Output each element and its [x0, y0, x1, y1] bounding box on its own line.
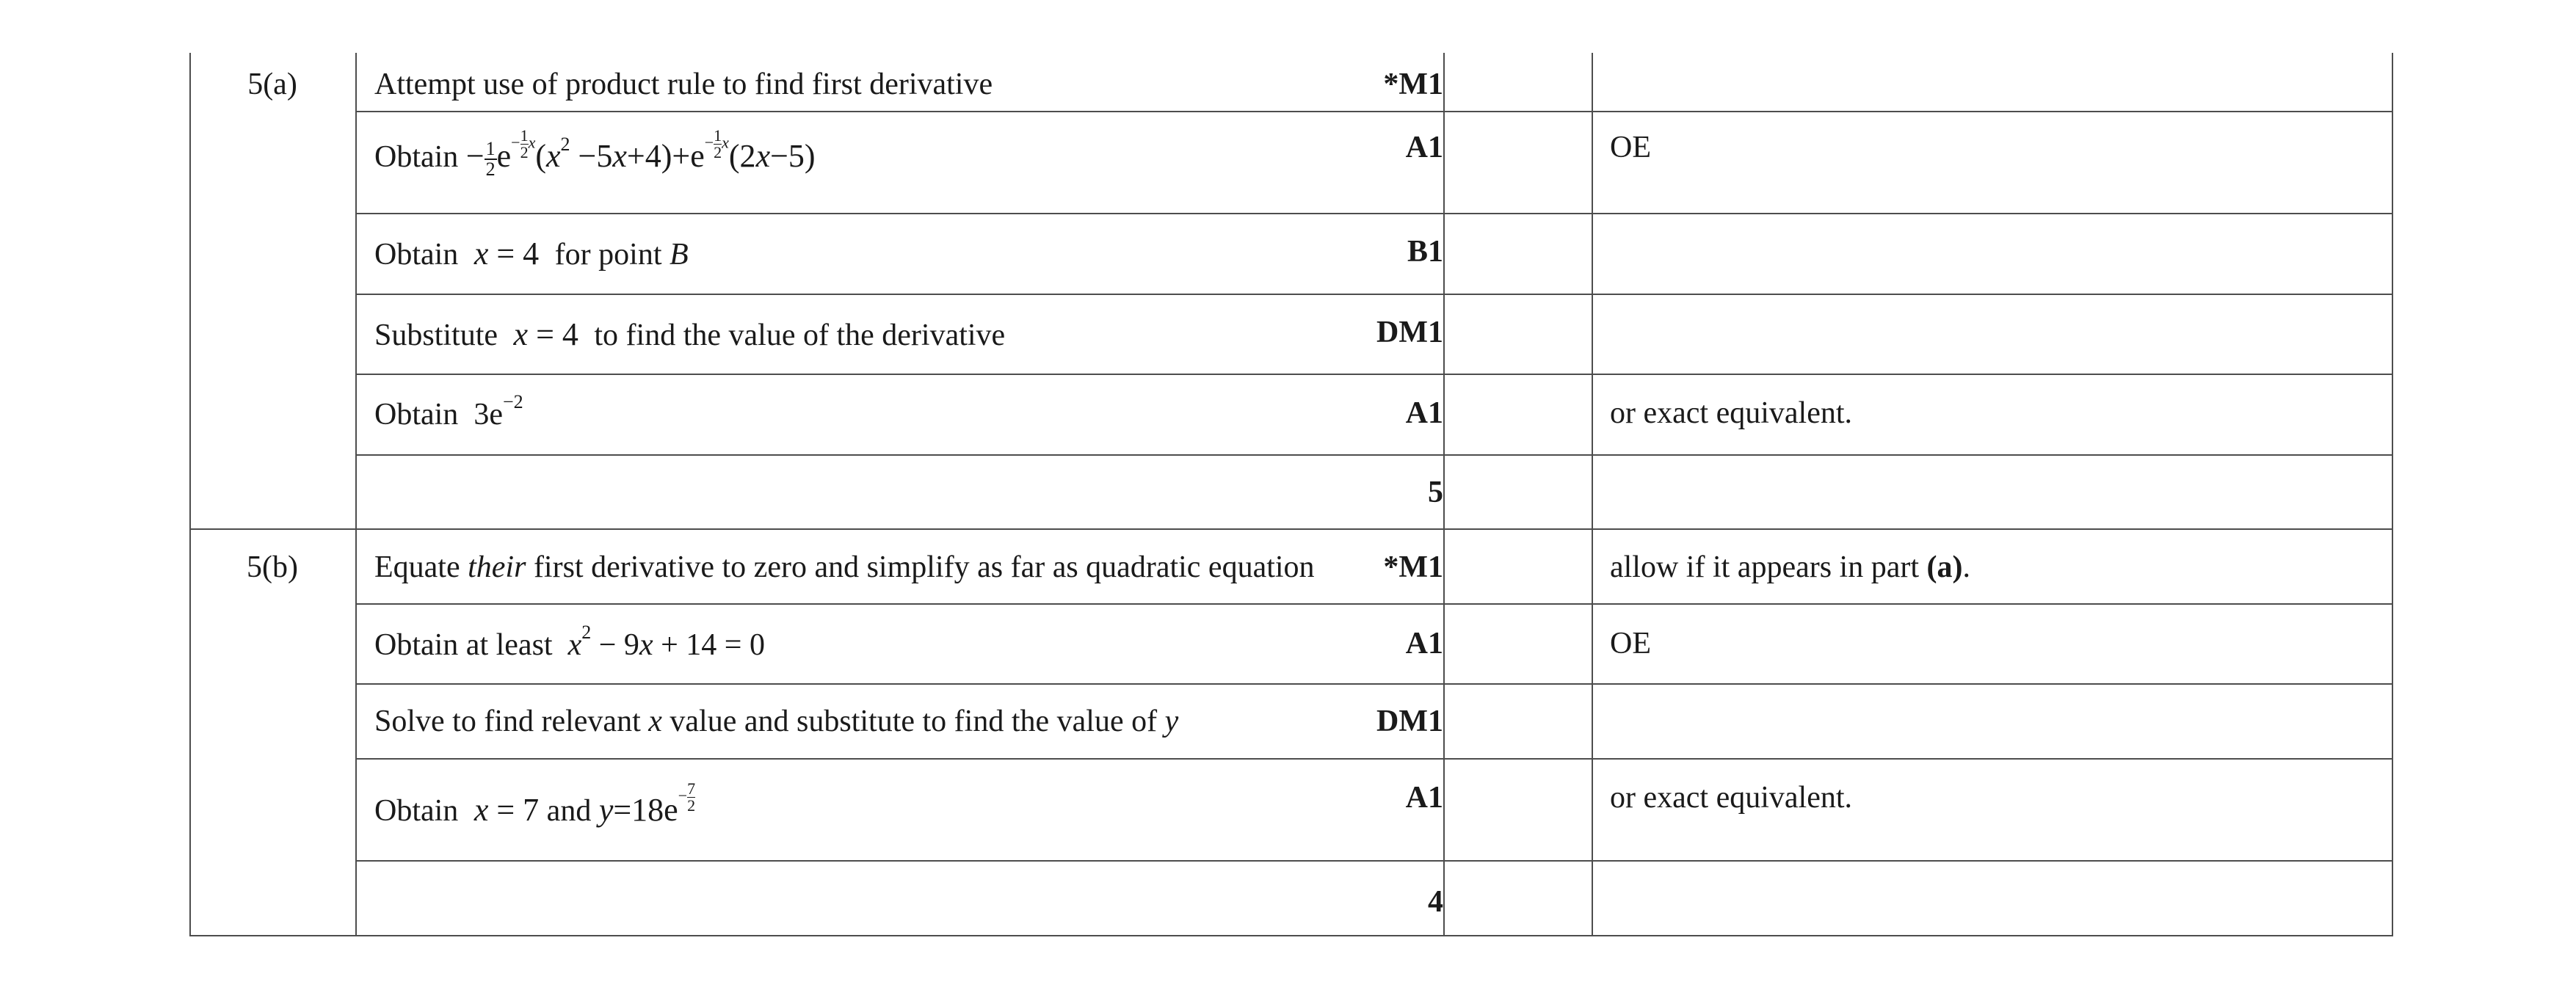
- question-label-5a: 5(a): [247, 68, 297, 101]
- row-divider: [355, 374, 2393, 375]
- answer-row: Substitute x = 4 to find the value of the derivative: [374, 316, 1006, 352]
- mark-code: *M1: [1383, 550, 1443, 584]
- row-divider: [355, 294, 2393, 295]
- guidance-text: or exact equivalent.: [1610, 781, 1853, 815]
- mark-code: *M1: [1383, 68, 1443, 101]
- answer-row: [374, 125, 816, 180]
- derivative-expression: − $\frac{1}{2}$ e− $\frac{1}{2}$ $x(x^2 -5x+4)+e-$ $\frac{1}{2}$ x(2x−5): [465, 125, 816, 180]
- table-bottom-border: [189, 935, 2393, 936]
- answer-prefix: Obtain: [374, 140, 459, 175]
- total-marks: 4: [1428, 885, 1443, 919]
- mark-code: A1: [1405, 627, 1443, 660]
- guidance-text: OE: [1610, 131, 1651, 164]
- mark-scheme-table: [189, 53, 2393, 936]
- guidance-text: allow if it appears in part (a).: [1610, 550, 1971, 584]
- mark-code: DM1: [1376, 705, 1443, 738]
- marks-column-divider: [1592, 53, 1593, 936]
- answer-row: Attempt use of product rule to find first derivative: [374, 68, 993, 101]
- answer-row: Obtain at least $x^2 - 9x + 14 = 0$: [374, 622, 765, 662]
- answer-column-divider: [1443, 53, 1445, 936]
- mark-code: B1: [1407, 235, 1443, 269]
- question-label-5b: 5(b): [247, 550, 298, 584]
- table-left-border: [189, 53, 191, 936]
- row-divider: [355, 683, 2393, 685]
- mark-code: A1: [1405, 396, 1443, 430]
- table-right-border: [2392, 53, 2393, 936]
- question-column-divider: [355, 53, 357, 936]
- row-divider: [355, 111, 2393, 112]
- mark-code: A1: [1405, 781, 1443, 815]
- row-divider: [355, 860, 2393, 862]
- row-divider: [355, 603, 2393, 605]
- answer-row: Obtain x = 7 and y=18e− $\frac{7}{2}$: [374, 779, 696, 828]
- total-marks: 5: [1428, 476, 1443, 509]
- mark-code: A1: [1405, 131, 1443, 164]
- guidance-text: OE: [1610, 627, 1651, 660]
- answer-row: Obtain x = 4 for point B: [374, 236, 689, 272]
- answer-row: Solve to find relevant x value and substitute to find the value of y: [374, 705, 1179, 738]
- answer-row: Equate their first derivative to zero and simplify as far as quadratic equation: [374, 550, 1315, 584]
- mark-code: DM1: [1376, 316, 1443, 349]
- guidance-text: or exact equivalent.: [1610, 396, 1853, 430]
- part-divider: [189, 528, 2393, 530]
- row-divider: [355, 758, 2393, 760]
- row-divider: [355, 454, 2393, 456]
- row-divider: [355, 213, 2393, 214]
- answer-row: Obtain $3e^{-2}$: [374, 391, 523, 432]
